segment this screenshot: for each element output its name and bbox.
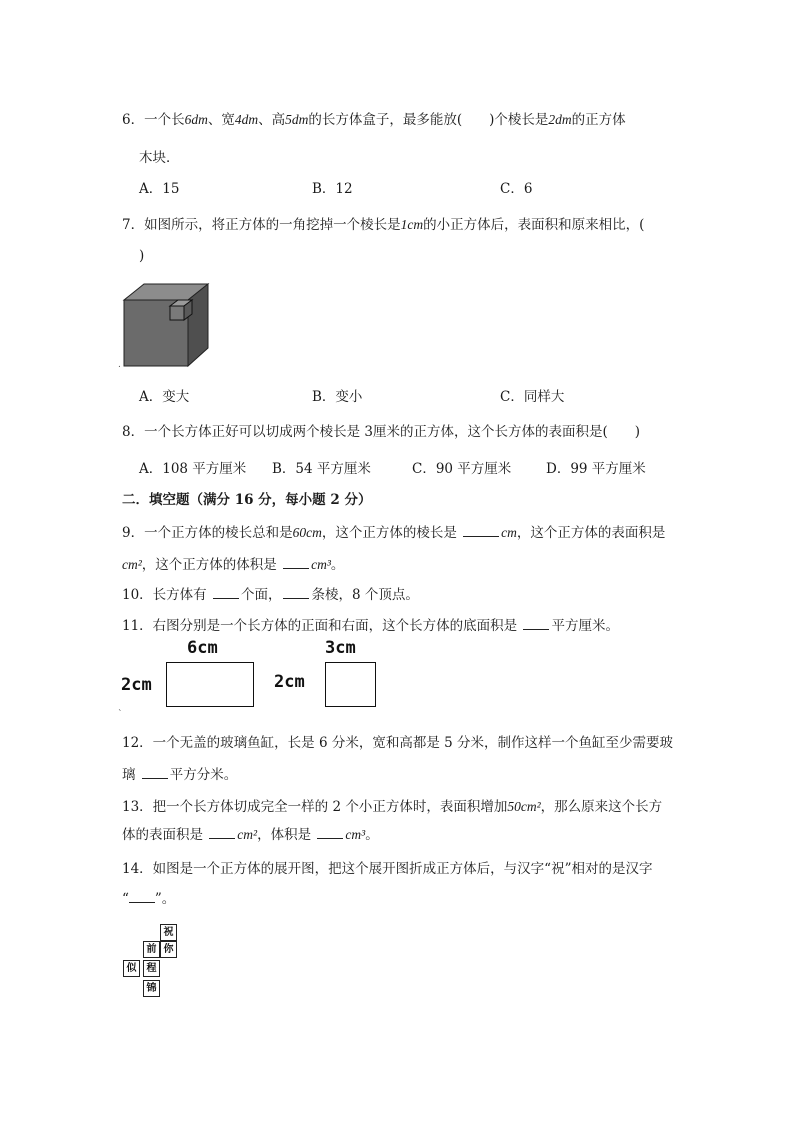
q13-text-e: 。: [365, 827, 379, 843]
net-cell-zhu: 祝: [160, 924, 177, 941]
q10-text-c: 条棱，8 个顶点。: [311, 587, 419, 603]
q6-text-a: 6．一个长: [122, 112, 185, 128]
q14-blank-char[interactable]: [129, 892, 155, 903]
q9-text-a: 9．一个正方体的棱长总和是: [122, 525, 293, 541]
q14-line2: [122, 887, 175, 907]
q9-blank-edge[interactable]: [463, 526, 499, 537]
q9-unit-3: cm³: [311, 557, 331, 572]
q9-line1: [122, 521, 665, 541]
q9-text-d: ，这个正方体的体积是: [141, 557, 277, 573]
q7-edge: 1cm: [400, 217, 424, 232]
q6-length: 6dm: [184, 112, 208, 127]
q9-text-e: 。: [330, 557, 345, 573]
q6-edge: 2dm: [548, 112, 572, 127]
q12-line2: [122, 763, 237, 783]
q7-option-c[interactable]: C．同样大: [500, 389, 565, 405]
q12-text-a: 璃: [122, 767, 136, 783]
q13-unit-2: cm³: [345, 827, 366, 842]
q13-line2: [122, 823, 379, 843]
q13-text-b: ，那么原来这个长方: [540, 799, 663, 815]
q6-option-b[interactable]: B．12: [312, 181, 353, 197]
q6-height: 5dm: [285, 112, 309, 127]
q7-line1: [122, 213, 644, 233]
q14-quote-open: “: [122, 891, 129, 907]
q11-front-width: 6cm: [187, 638, 218, 658]
q13-text-d: ，体积是: [257, 827, 312, 843]
q9-text-b: ，这个正方体的棱长是: [321, 525, 457, 541]
q9-line2: [122, 553, 344, 573]
net-cell-si: 似: [123, 960, 140, 977]
q10-blank-edges[interactable]: [283, 588, 309, 599]
q10-line: [122, 583, 419, 603]
q8-line1: 8．一个长方体正好可以切成两个棱长是 3厘米的正方体，这个长方体的表面积是( ): [122, 424, 641, 440]
q13-unit-1: cm²: [237, 827, 258, 842]
q10-text-b: 个面，: [240, 587, 282, 603]
q9-sum: 60cm: [292, 525, 322, 540]
q13-blank-area[interactable]: [209, 828, 235, 839]
net-cell-cheng: 程: [143, 960, 160, 977]
q11-right-rect: [325, 662, 376, 707]
q11-text-b: 平方厘米。: [551, 618, 619, 634]
q8-option-a[interactable]: A．108 平方厘米: [139, 461, 247, 477]
q6-option-c[interactable]: C．6: [500, 181, 533, 197]
q11-right-height: 2cm: [274, 672, 305, 692]
q6-text-b: 、宽: [207, 112, 235, 128]
q7-text-a: 7．如图所示，将正方体的一角挖掉一个棱长是: [122, 217, 401, 233]
q12-line1: 12．一个无盖的玻璃鱼缸，长是 6 分米，宽和高都是 5 分米，制作这样一个鱼缸至少需要玻: [122, 735, 674, 751]
q13-text-c: 体的表面积是: [122, 827, 203, 843]
q12-blank-area[interactable]: [142, 768, 168, 779]
section2-title: 二．填空题（满分 16 分，每小题 2 分）: [122, 492, 372, 508]
q12-text-b: 平方分米。: [169, 767, 238, 783]
q11-front-rect: [166, 662, 254, 707]
q11-line: [122, 614, 619, 634]
q6-width: 4dm: [234, 112, 259, 127]
net-cell-ni: 你: [160, 941, 177, 958]
q10-blank-faces[interactable]: [213, 588, 239, 599]
q11-blank-area[interactable]: [523, 619, 549, 630]
q8-option-b[interactable]: B．54 平方厘米: [272, 461, 371, 477]
q9-text-c: ，这个正方体的表面积是: [516, 525, 666, 541]
q10-text-a: 10．长方体有: [122, 587, 207, 603]
q13-blank-volume[interactable]: [317, 828, 343, 839]
q7-option-a[interactable]: A．变大: [139, 389, 190, 405]
q7-text-b: 的小正方体后，表面积和原来相比，(: [423, 217, 645, 233]
q9-unit-1: cm: [501, 525, 517, 540]
q9-blank-volume[interactable]: [283, 558, 309, 569]
q14-quote-close: ”。: [154, 891, 176, 907]
q14-line1: 14．如图是一个正方体的展开图，把这个展开图折成正方体后，与汉字“祝”相对的是汉字: [122, 861, 653, 877]
q11-right-width: 3cm: [325, 638, 356, 658]
q6-text-e: 的正方体: [571, 112, 626, 128]
q7-line2: ): [139, 248, 145, 264]
cube-notch-front: [170, 306, 184, 320]
q7-figure-tick: .: [118, 360, 121, 370]
q8-option-d[interactable]: D．99 平方厘米: [546, 461, 646, 477]
q8-option-c[interactable]: C．90 平方厘米: [412, 461, 512, 477]
q11-text-a: 11．右图分别是一个长方体的正面和右面，这个长方体的底面积是: [122, 618, 518, 634]
net-cell-qian: 前: [143, 941, 160, 958]
q6-text-d: 的长方体盒子，最多能放( )个棱长是: [308, 112, 549, 128]
q13-line1: [122, 795, 662, 815]
q6-text-c: 、高: [258, 112, 286, 128]
net-cell-jin: 锦: [143, 980, 160, 997]
q7-cube-figure: [120, 280, 215, 370]
q6-option-a[interactable]: A．15: [139, 181, 180, 197]
q11-front-height: 2cm: [121, 675, 152, 695]
q11-figure-tick: `: [118, 710, 123, 720]
q13-increase: 50cm²: [507, 799, 541, 814]
q6-line1: [122, 108, 626, 128]
q9-unit-2: cm²: [122, 557, 142, 572]
q7-option-b[interactable]: B．变小: [312, 389, 363, 405]
q6-line2: 木块．: [139, 150, 180, 166]
q13-text-a: 13．把一个长方体切成完全一样的 2 个小正方体时，表面积增加: [122, 799, 508, 815]
